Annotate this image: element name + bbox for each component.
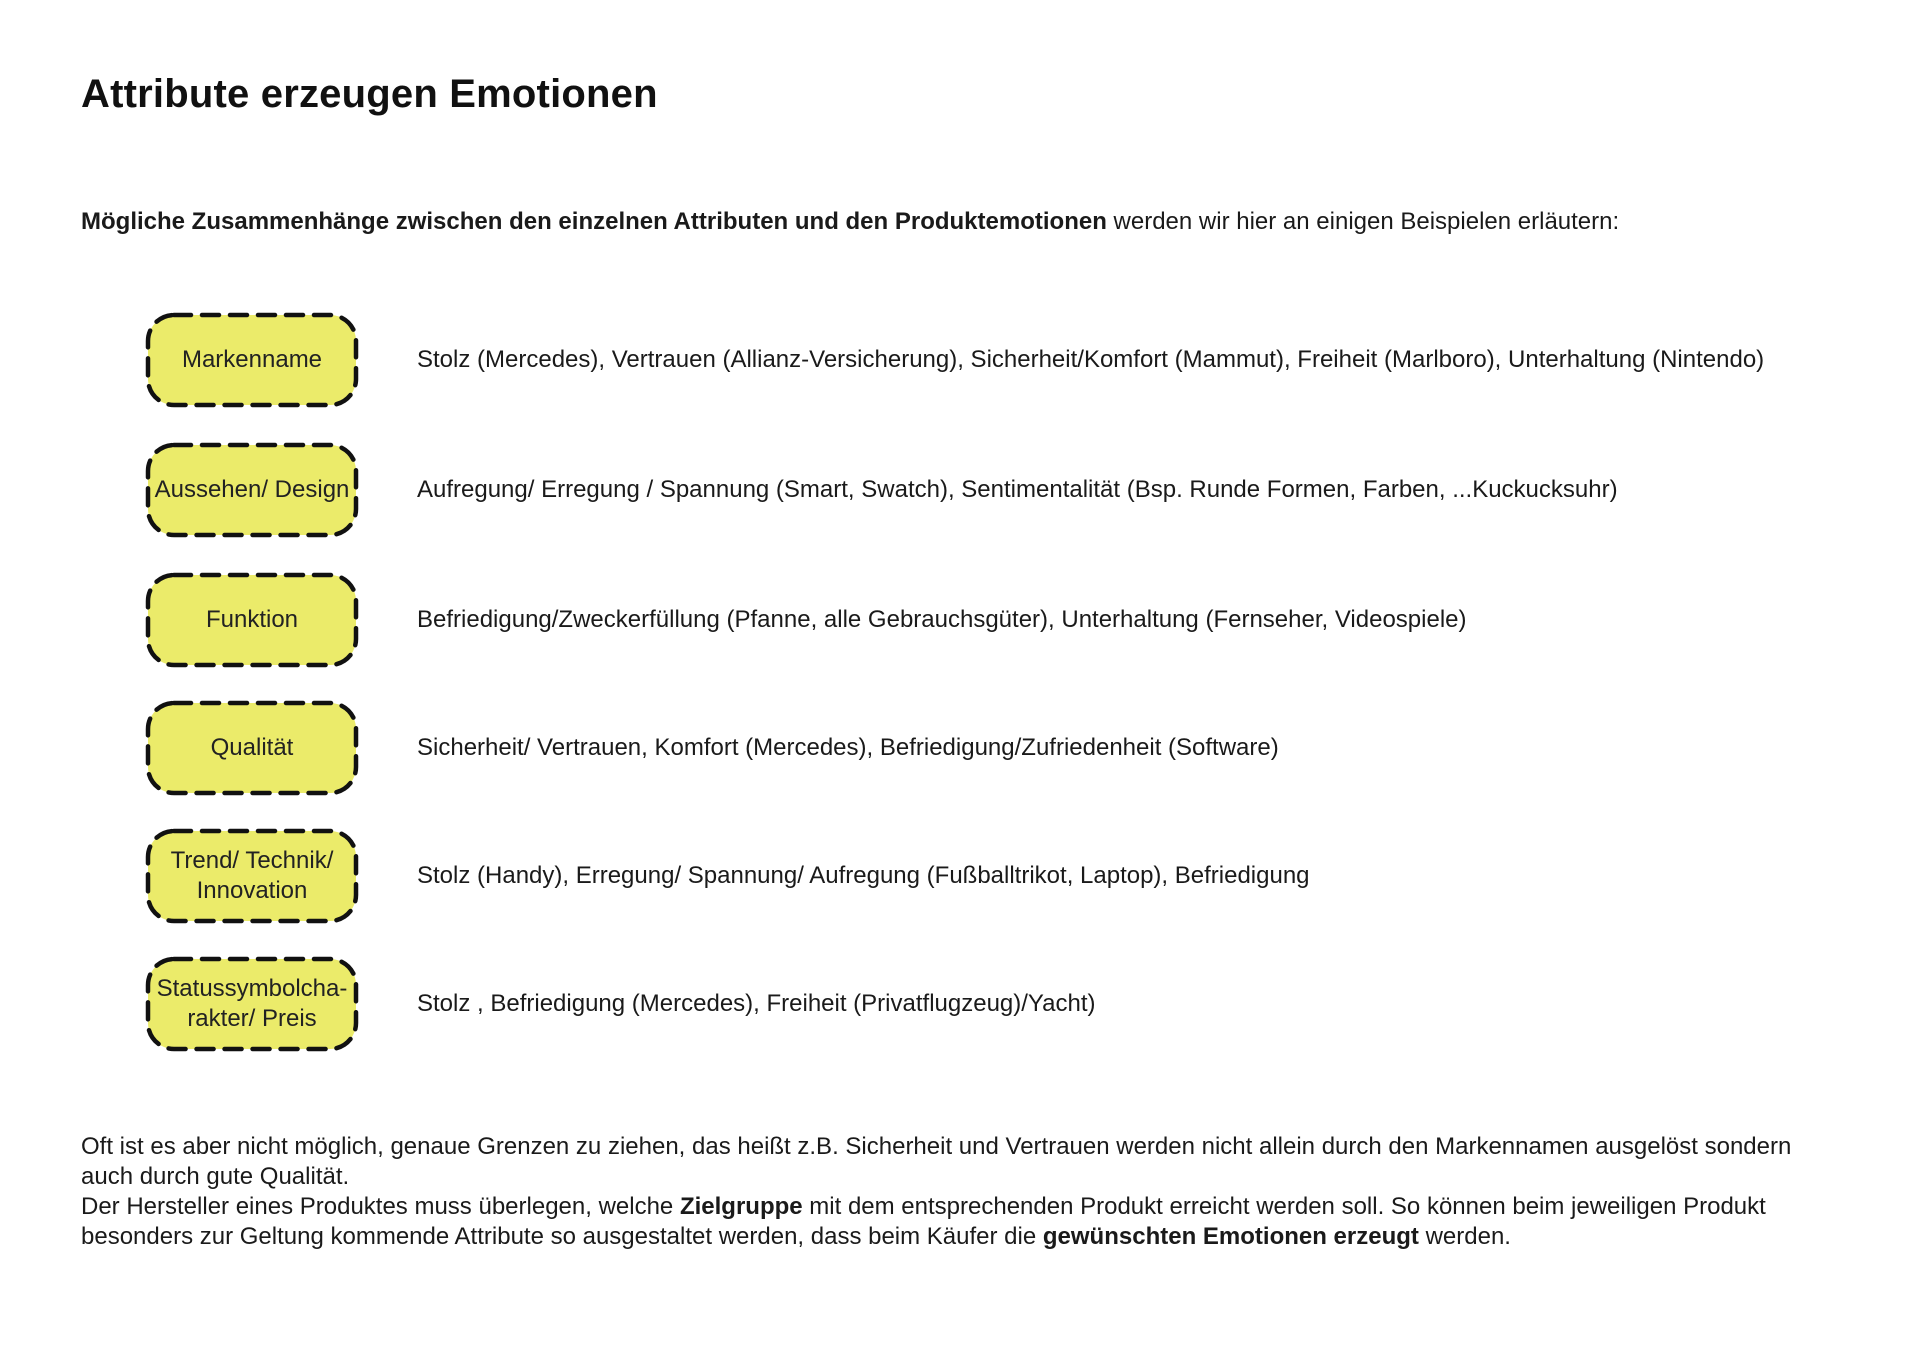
target-group-emphasis: Zielgruppe <box>679 1193 803 1220</box>
emotion-description: Stolz , Befriedigung (Mercedes), Freiheit (Privatflugzeug)/Yacht) <box>417 990 1096 1017</box>
attribute-row <box>145 442 1845 538</box>
attribute-pill <box>145 956 359 1052</box>
attribute-pill <box>145 700 359 796</box>
attribute-label: Qualität <box>210 734 294 761</box>
attribute-row <box>145 828 1845 924</box>
emotion-description: Stolz (Handy), Erregung/ Spannung/ Aufregung (Fußballtrikot, Laptop), Befriedigung <box>417 862 1310 889</box>
attribute-row <box>145 312 1845 408</box>
attribute-row <box>145 700 1845 796</box>
attribute-pill <box>145 572 359 668</box>
emotion-description: Befriedigung/Zweckerfüllung (Pfanne, alle Gebrauchsgüter), Unterhaltung (Fernseher, Videospiele) <box>417 606 1467 633</box>
intro-bold-text: Mögliche Zusammenhänge zwischen den einzelnen Attributen und den Produktemotionen <box>81 208 1107 235</box>
emotion-description: Stolz (Mercedes), Vertrauen (Allianz-Versicherung), Sicherheit/Komfort (Mammut), Freiheit (Marlboro), Unterhaltung (Nintendo) <box>417 346 1765 373</box>
emotion-description: Sicherheit/ Vertrauen, Komfort (Mercedes), Befriedigung/Zufriedenheit (Software) <box>417 734 1279 761</box>
attribute-row <box>145 956 1845 1052</box>
attribute-pill <box>145 312 359 408</box>
footer-line-2: Der Hersteller eines Produktes muss überlegen, welche Zielgruppe mit dem entsprechenden Produkt erreicht werden soll. So können beim jeweiligen Produkt besonders zur Geltung kommende Attribute so ausgestaltet werden, dass beim Käufer die gewünschten Emotionen erzeugt werden. <box>81 1193 1766 1250</box>
emotion-description: Aufregung/ Erregung / Spannung (Smart, Swatch), Sentimentalität (Bsp. Runde Formen, Farben, ...Kuckucksuhr) <box>417 476 1618 503</box>
attribute-pill <box>145 442 359 538</box>
attribute-label: Funktion <box>205 606 299 633</box>
attribute-label: Statussymbolcha- rakter/ Preis <box>156 975 348 1032</box>
attribute-pill <box>145 828 359 924</box>
intro-text: werden wir hier an einigen Beispielen erläutern: <box>1106 208 1620 235</box>
emotions-emphasis: gewünschten Emotionen erzeugt <box>1042 1223 1419 1250</box>
attribute-label: Aussehen/ Design <box>154 476 350 503</box>
attribute-row <box>145 572 1845 668</box>
page-title: Attribute erzeugen Emotionen <box>81 72 658 116</box>
attribute-label: Markenname <box>181 346 323 373</box>
footer-paragraph <box>81 1132 1841 1252</box>
intro-paragraph <box>81 208 1619 236</box>
footer-line-1: Oft ist es aber nicht möglich, genaue Grenzen zu ziehen, das heißt z.B. Sicherheit und Vertrauen werden nicht allein durch den Markennamen ausgelöst sondern auch durch gute Qualität. <box>81 1133 1792 1190</box>
attribute-label: Trend/ Technik/ Innovation <box>170 847 334 904</box>
